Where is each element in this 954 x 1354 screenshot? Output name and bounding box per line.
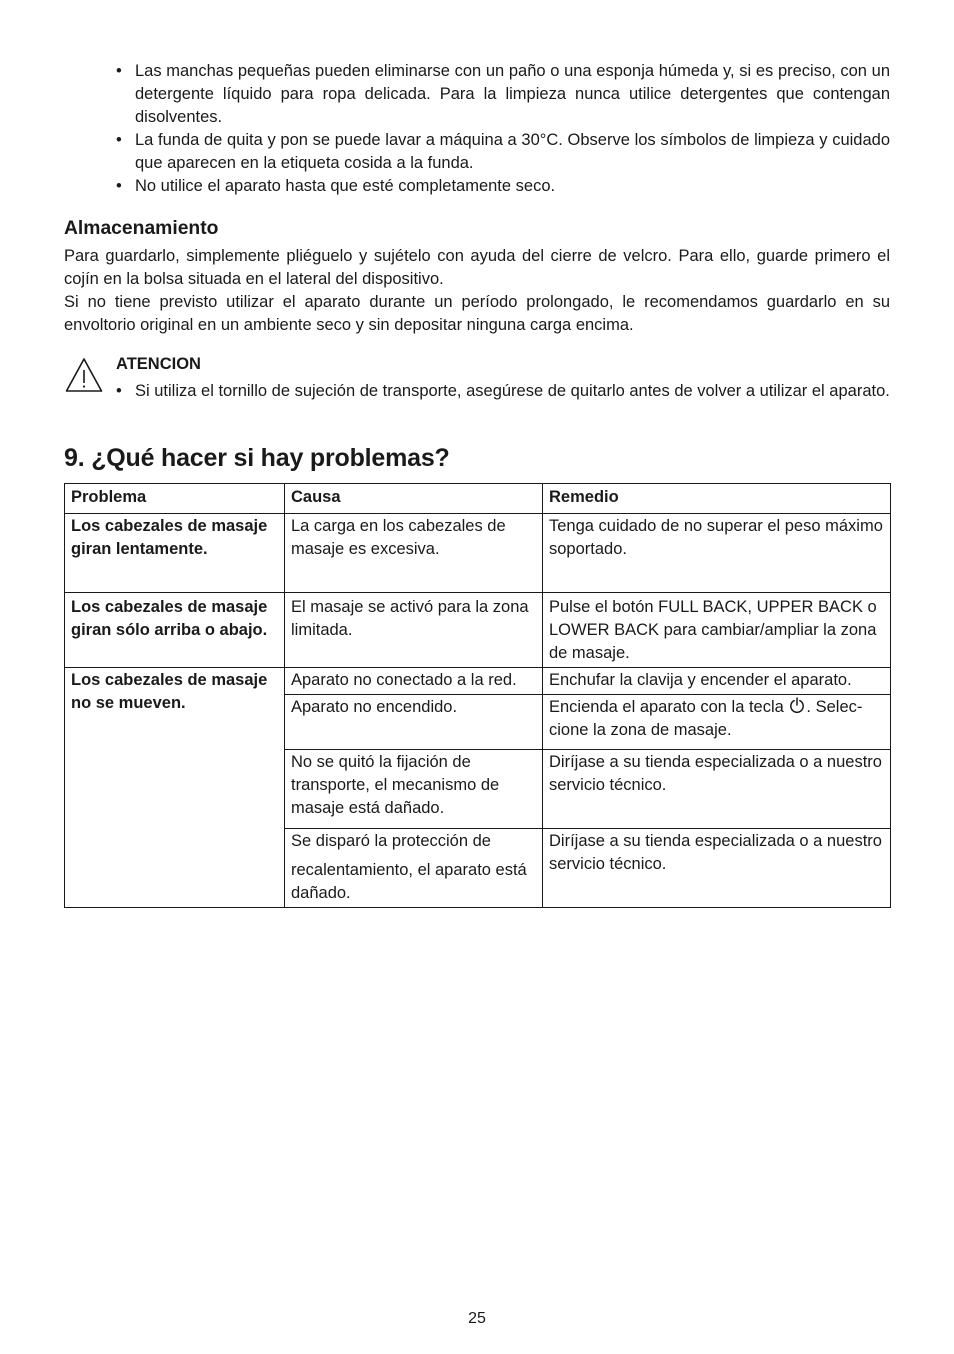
remedy-text-before: Encienda el aparato con la tecla — [549, 698, 784, 716]
troubleshooting-table — [64, 483, 891, 908]
storage-heading: Almacenamiento — [64, 218, 219, 239]
remedy-cell: Enchufar la clavija y encender el aparato. — [543, 668, 891, 695]
problem-cell: Los cabezales de masaje giran sólo arriba o abajo. — [65, 593, 285, 668]
column-header-remedy: Remedio — [543, 484, 891, 514]
cause-line-1: Se disparó la protección de — [291, 832, 491, 850]
cause-cell: No se quitó la fijación de transporte, el mecanismo de masaje está dañado. — [285, 750, 543, 829]
cause-cell — [285, 829, 543, 908]
warning-triangle-icon — [64, 356, 104, 394]
remedy-cell: Diríjase a su tienda especializada o a nuestro servicio técnico. — [543, 750, 891, 829]
remedy-cell: Pulse el botón FULL BACK, UPPER BACK o LOWER BACK para cambiar/ampliar la zona de masaje. — [543, 593, 891, 668]
list-item: • Las manchas pequeñas pueden eliminarse con un paño o una esponja húmeda y, si es preciso, con un detergente líquido para ropa delicada. Para la limpieza nunca utilice detergentes que contengan disolventes. — [114, 60, 890, 129]
cause-line-2: recalentamiento, el aparato está dañado. — [291, 861, 527, 902]
table-row — [65, 593, 891, 668]
column-header-problem: Problema — [65, 484, 285, 514]
page-number: 25 — [468, 1310, 486, 1327]
cause-cell: Aparato no encendido. — [285, 695, 543, 750]
column-header-cause: Causa — [285, 484, 543, 514]
storage-paragraph-1: Para guardarlo, simplemente pliéguelo y sujételo con ayuda del cierre de velcro. Para ello, guarde primero el cojín en la bolsa situada en el lateral del dispositivo. — [64, 247, 890, 288]
cause-cell: La carga en los cabezales de masaje es excesiva. — [285, 514, 543, 593]
problem-cell: Los cabezales de masaje no se mueven. — [65, 668, 285, 908]
table-row — [65, 514, 891, 593]
cleaning-bullet-list — [114, 60, 890, 198]
list-item: • Si utiliza el tornillo de sujeción de transporte, asegúrese de quitarlo antes de volver a utilizar el aparato. — [114, 380, 890, 403]
table-row — [65, 668, 891, 695]
power-icon — [789, 697, 805, 714]
cause-cell: El masaje se activó para la zona limitada. — [285, 593, 543, 668]
section-title: 9. ¿Qué hacer si hay problemas? — [64, 444, 450, 472]
list-item: • La funda de quita y pon se puede lavar a máquina a 30°C. Observe los símbolos de limpieza y cuidado que aparecen en la etiqueta cosida a la funda. — [114, 129, 890, 175]
warning-title: ATENCION — [116, 355, 201, 373]
list-item: • No utilice el aparato hasta que esté completamente seco. — [114, 175, 890, 198]
remedy-cell — [543, 695, 891, 750]
table-header-row — [65, 484, 891, 514]
remedy-text-after: . Seleccione la zona de masaje. — [549, 698, 863, 739]
cause-cell: Aparato no conectado a la red. — [285, 668, 543, 695]
remedy-cell: Tenga cuidado de no superar el peso máximo soportado. — [543, 514, 891, 593]
problem-cell: Los cabezales de masaje giran lentamente. — [65, 514, 285, 593]
remedy-cell: Diríjase a su tienda especializada o a nuestro servicio técnico. — [543, 829, 891, 908]
storage-paragraph-2: Si no tiene previsto utilizar el aparato durante un período prolongado, le recomendamos guardarlo en su envoltorio original en un ambiente seco y sin depositar ninguna carga encima. — [64, 293, 890, 334]
warning-bullet-list — [114, 380, 890, 403]
